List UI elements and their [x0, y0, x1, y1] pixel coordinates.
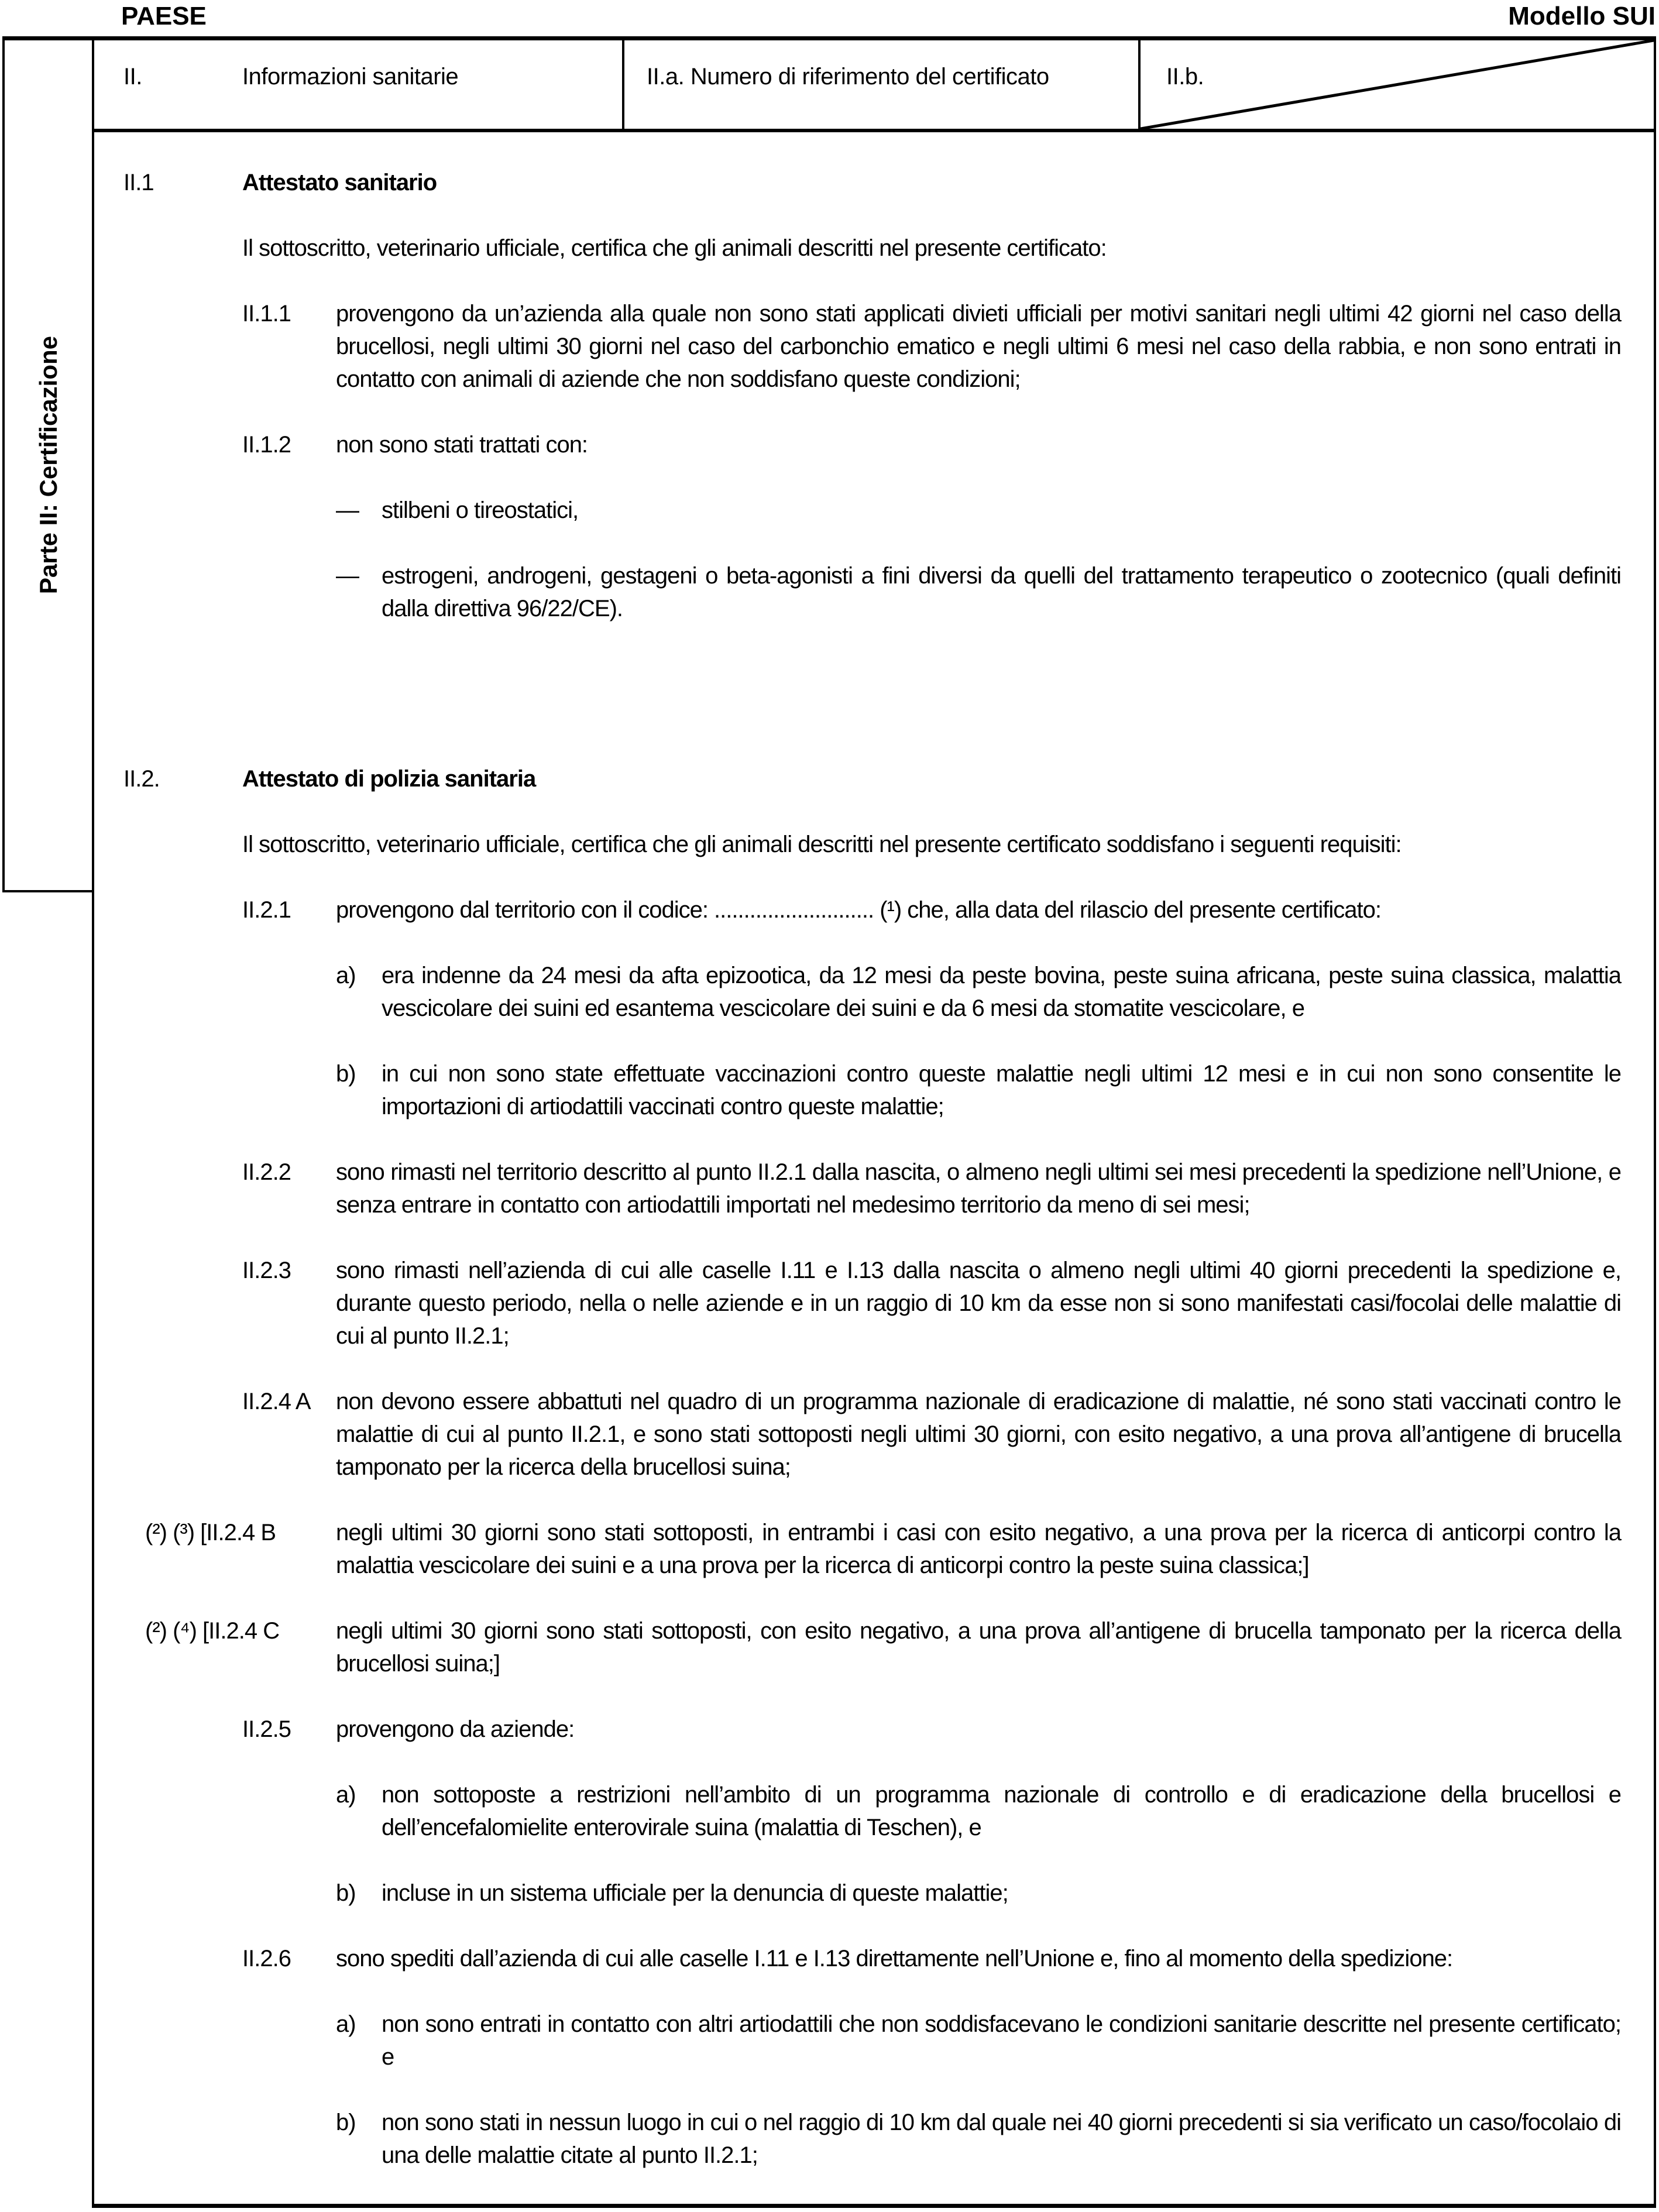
- header-cell-info: [94, 40, 624, 129]
- clause-text: non sono stati trattati con:: [336, 432, 588, 458]
- letter-item: [123, 959, 1621, 1025]
- clause-II-1-2: [123, 428, 1621, 461]
- clause-number: II.2.6: [242, 1946, 291, 1971]
- letter-item: [123, 2008, 1621, 2073]
- header-cell-iib-label: II.b.: [1166, 64, 1204, 90]
- letter-item: [123, 1778, 1621, 1844]
- clause-number: II.1.2: [242, 432, 291, 458]
- clause-II-1-1: [123, 297, 1621, 396]
- header-cell-iib: [1141, 40, 1654, 129]
- section-number: II.1: [123, 170, 154, 195]
- section-number: II.2.: [123, 766, 160, 792]
- clause-II-2-4A: [123, 1385, 1621, 1483]
- clause-text: provengono da un’azienda alla quale non sono stati applicati divieti ufficiali per motivi sanitari negli ultimi 42 giorni nel caso della brucellosi, negli ultimi 30 giorni nel caso del carbonchio ematico e negli ultimi 6 mesi nel caso della rabbia, e non sono entrati in contatto con animali di aziende che non soddisfano queste condizioni;: [336, 301, 1621, 392]
- clause-text: negli ultimi 30 giorni sono stati sottoposti, in entrambi i casi con esito negativo, a una prova per la ricerca di anticorpi contro la malattia vescicolare dei suini e a una prova per la ricerca di anticorpi contro la peste suina classica;]: [336, 1520, 1621, 1578]
- section-II-2-intro: [123, 828, 1621, 861]
- clause-II-2-5: [123, 1713, 1621, 1746]
- clause-number: II.2.3: [242, 1258, 291, 1283]
- clause-number: II.1.1: [242, 301, 291, 327]
- letter-marker: b): [336, 1880, 356, 1906]
- section-text: Il sottoscritto, veterinario ufficiale, certifica che gli animali descritti nel presente certificato:: [242, 235, 1107, 261]
- clause-number-with-footnotes: (²) (⁴) [II.2.4 C: [145, 1618, 280, 1644]
- clause-text: sono rimasti nel territorio descritto al punto II.2.1 dalla nascita, o almeno negli ultimi sei mesi precedenti la spedizione nell’Unione, e senza entrare in contatto con artiodattili importati nel medesimo territorio da meno di sei mesi;: [336, 1159, 1621, 1218]
- clause-number: II.2.4 A: [242, 1389, 311, 1414]
- clause-number: II.2.1: [242, 897, 291, 923]
- letter-item: [123, 1877, 1621, 1909]
- dash-marker: —: [336, 563, 359, 589]
- bullet-item: [123, 559, 1621, 625]
- bullet-text: estrogeni, androgeni, gestageni o beta-agonisti a fini diversi da quelli del trattamento terapeutico o zootecnico (quali definiti dalla direttiva 96/22/CE).: [382, 563, 1621, 621]
- clause-number-with-footnotes: (²) (³) [II.2.4 B: [145, 1520, 276, 1545]
- letter-text: incluse in un sistema ufficiale per la denuncia di queste malattie;: [382, 1880, 1008, 1906]
- page-top-labels: [121, 0, 1655, 33]
- section-II-1-heading: [123, 166, 1621, 199]
- part2-sidebar-label: Parte II: Certificazione: [34, 336, 62, 595]
- bullet-item: [123, 494, 1621, 527]
- letter-marker: a): [336, 963, 356, 988]
- clause-text: provengono dal territorio con il codice: ........................... (¹) che, alla data del rilascio del presente certificato:: [336, 897, 1381, 923]
- section-II-1-intro: [123, 232, 1621, 265]
- clause-II-2-4B: [123, 1516, 1621, 1582]
- section-II-2-heading: [123, 762, 1621, 795]
- section-title: Attestato sanitario: [242, 170, 437, 195]
- letter-text: non sono entrati in contatto con altri artiodattili che non soddisfacevano le condizioni sanitarie descritte nel presente certificato; e: [382, 2011, 1621, 2070]
- clause-text: non devono essere abbattuti nel quadro di un programma nazionale di eradicazione di malattie, né sono stati vaccinati contro le malattie di cui al punto II.2.1, e sono stati sottoposti negli ultimi 30 giorni, con esito negativo, a una prova all’antigene di brucella tamponato per la ricerca della brucellosi suina;: [336, 1389, 1621, 1480]
- letter-marker: b): [336, 2110, 356, 2135]
- letter-marker: b): [336, 1061, 356, 1087]
- part2-sidebar: [2, 36, 92, 892]
- clause-II-2-1: [123, 894, 1621, 926]
- header-cell-info-num: II.: [123, 64, 142, 90]
- clause-number: II.2.2: [242, 1159, 291, 1185]
- header-cell-info-title: Informazioni sanitarie: [242, 64, 459, 90]
- clause-text: sono spediti dall’azienda di cui alle caselle I.11 e I.13 direttamente nell’Unione e, fino al momento della spedizione:: [336, 1946, 1453, 1971]
- section-title: Attestato di polizia sanitaria: [242, 766, 536, 792]
- clause-text: provengono da aziende:: [336, 1716, 575, 1742]
- clause-number: II.2.5: [242, 1716, 291, 1742]
- header-row: [94, 40, 1654, 132]
- letter-text: non sottoposte a restrizioni nell’ambito di un programma nazionale di controllo e di eradicazione della brucellosi e dell’encefalomielite enterovirale suina (malattia di Teschen), e: [382, 1782, 1621, 1840]
- country-label: PAESE: [121, 2, 207, 30]
- header-cell-certificate-ref: II.a. Numero di riferimento del certificato: [624, 40, 1141, 129]
- model-label: Modello SUI: [1508, 2, 1655, 30]
- letter-item: [123, 1057, 1621, 1123]
- letter-text: in cui non sono state effettuate vaccinazioni contro queste malattie negli ultimi 12 mesi e in cui non sono consentite le importazioni di artiodattili vaccinati contro queste malattie;: [382, 1061, 1621, 1119]
- clauses: [94, 132, 1654, 2172]
- dash-marker: —: [336, 497, 359, 523]
- clause-II-2-2: [123, 1156, 1621, 1221]
- diagonal-strike-line: [1141, 40, 1654, 129]
- letter-marker: a): [336, 1782, 356, 1808]
- clause-text: sono rimasti nell’azienda di cui alle caselle I.11 e I.13 dalla nascita o almeno negli ultimi 40 giorni precedenti la spedizione e, durante questo periodo, nella o nelle aziende e in un raggio di 10 km da esse non si sono manifestati casi/focolai delle malattie di cui al punto II.2.1;: [336, 1258, 1621, 1349]
- clause-II-2-6: [123, 1942, 1621, 1975]
- bullet-text: stilbeni o tireostatici,: [382, 497, 579, 523]
- certificate-body-box: [92, 36, 1656, 2208]
- clause-text: negli ultimi 30 giorni sono stati sottoposti, con esito negativo, a una prova all’antigene di brucella tamponato per la ricerca della brucellosi suina;]: [336, 1618, 1621, 1677]
- letter-text: non sono stati in nessun luogo in cui o nel raggio di 10 km dal quale nei 40 giorni precedenti si sia verificato un caso/focolaio di una delle malattie citate al punto II.2.1;: [382, 2110, 1621, 2168]
- section-text: Il sottoscritto, veterinario ufficiale, certifica che gli animali descritti nel presente certificato soddisfano i seguenti requisiti:: [242, 832, 1402, 857]
- letter-item: [123, 2106, 1621, 2172]
- letter-marker: a): [336, 2011, 356, 2037]
- clause-II-2-3: [123, 1254, 1621, 1352]
- clause-II-2-4C: [123, 1615, 1621, 1680]
- letter-text: era indenne da 24 mesi da afta epizootica, da 12 mesi da peste bovina, peste suina africana, peste suina classica, malattia vescicolare dei suini ed esantema vescicolare dei suini e da 6 mesi da stomatite vescicolare, e: [382, 963, 1621, 1021]
